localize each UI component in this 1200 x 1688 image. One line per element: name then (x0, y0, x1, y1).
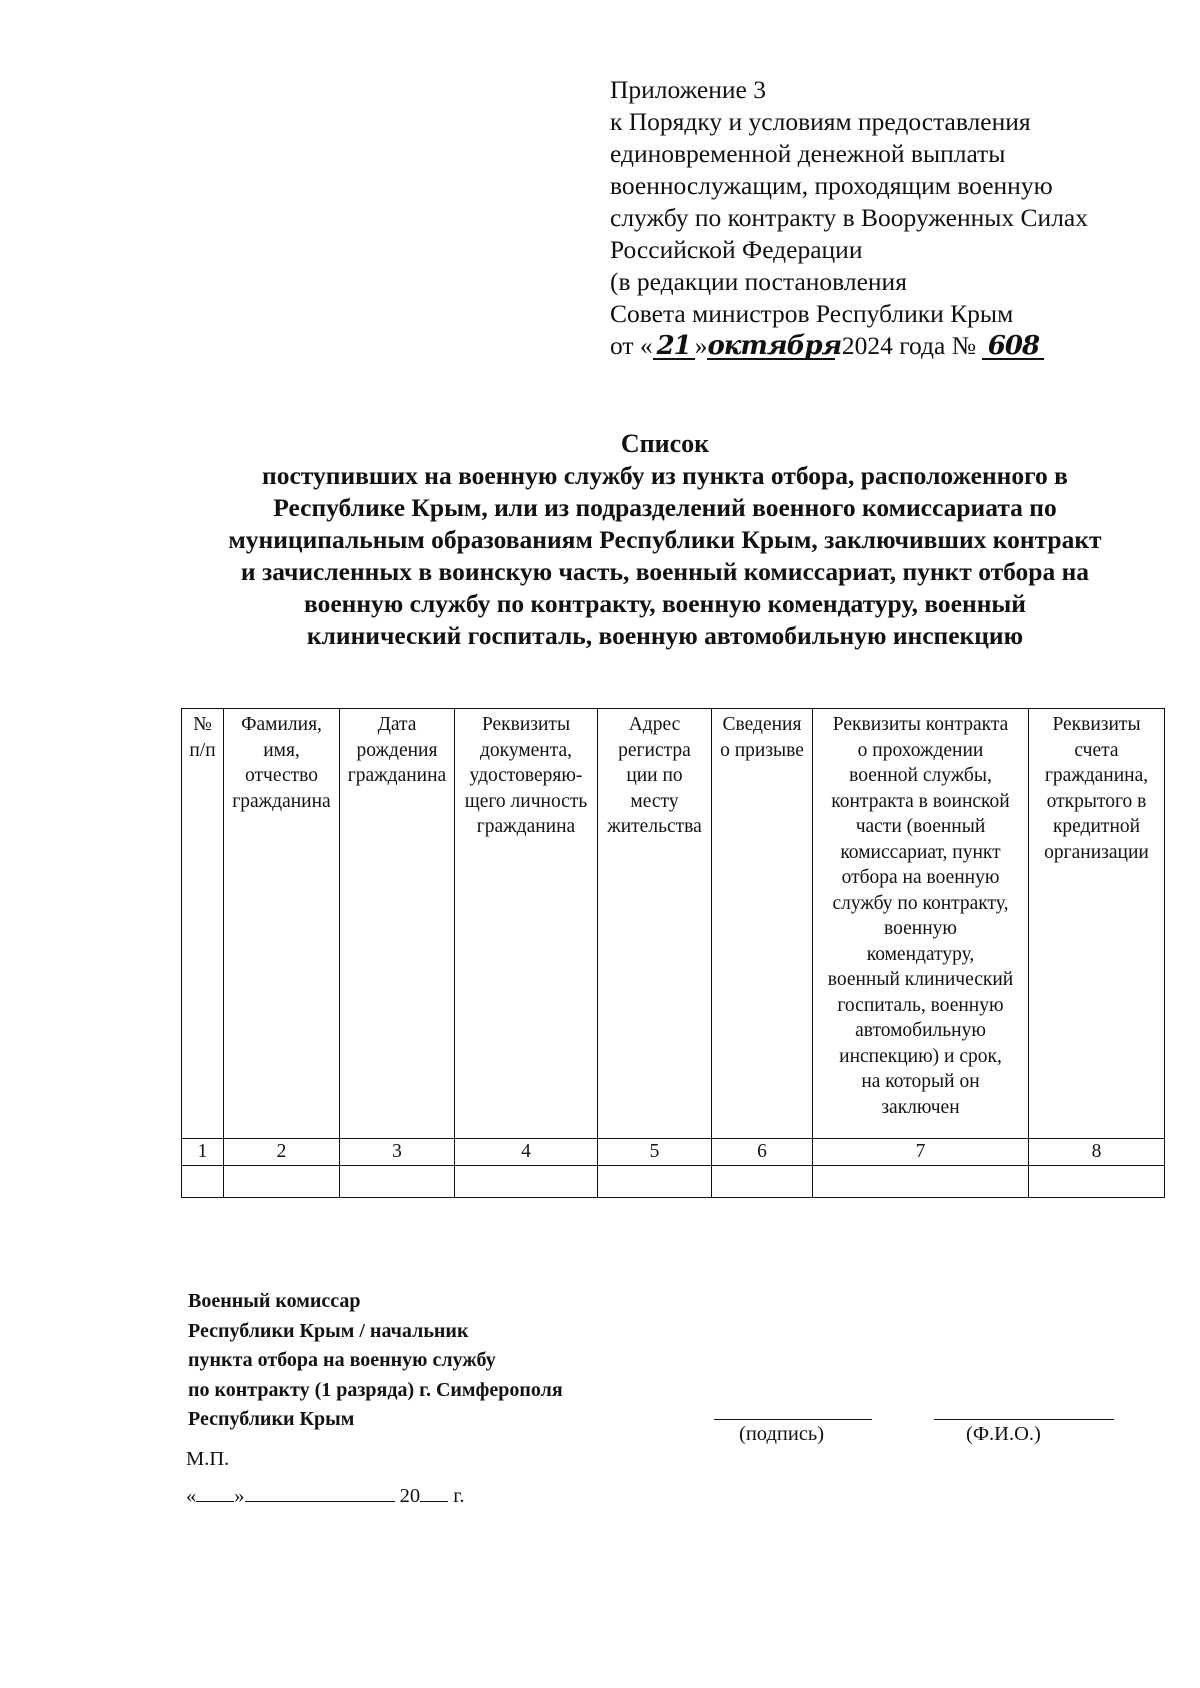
column-header-line: инспекцию) и срок, (839, 1045, 1002, 1067)
appendix-line: Российской Федерации (610, 235, 863, 264)
day-blank (196, 1483, 234, 1502)
appendix-line: службу по контракту в Вооруженных Силах (610, 203, 1088, 232)
table-cell (340, 1165, 455, 1197)
stamp-label: М.П. (186, 1448, 230, 1470)
recruits-table (181, 708, 1165, 1198)
name-label: (Ф.И.О.) (966, 1423, 1041, 1445)
column-header-line: Реквизиты (481, 714, 571, 735)
column-header-line: отбора на военную (841, 867, 1000, 888)
table-cell (224, 1165, 340, 1197)
column-header (598, 709, 712, 1139)
year-prefix: 20 (399, 1485, 421, 1507)
column-header-line: ции по (626, 765, 683, 786)
appendix-line: (в редакции постановления (610, 267, 907, 296)
table-number-row (182, 1139, 1165, 1166)
date-fill-line (186, 1483, 464, 1508)
title-line: поступивших на военную службу из пункта отбора, расположенного в (262, 461, 1068, 490)
column-header-line: комиссариат, пункт (840, 841, 1001, 863)
resolution-date-line (610, 330, 1170, 362)
signer-line: Республики Крым / начальник (188, 1319, 469, 1342)
table-cell (455, 1165, 598, 1197)
signer-line: Республики Крым (188, 1408, 355, 1430)
signer-line: по контракту (1 разряда) г. Симферополя (188, 1378, 563, 1401)
column-number: 1 (182, 1139, 224, 1166)
column-header-line: рождения (356, 739, 438, 761)
column-header-line: имя, (263, 739, 300, 761)
handwritten-number: 608 (982, 334, 1044, 360)
column-header (455, 709, 598, 1139)
column-header-line: Реквизиты (1052, 714, 1141, 735)
column-header-line: Дата (377, 714, 417, 735)
date-prefix: от « (610, 331, 653, 360)
table-cell (712, 1165, 813, 1197)
table-cell (598, 1165, 712, 1197)
column-header-line: организации (1044, 841, 1149, 863)
date-quote-close: » (694, 331, 708, 360)
column-number: 3 (340, 1139, 455, 1166)
column-header-line: открытого в (1046, 790, 1147, 812)
table-cell (182, 1165, 224, 1197)
column-header-line: военный клинический (827, 969, 1014, 990)
title-line: Республике Крым, или из подразделений военного комиссариата по (273, 493, 1057, 522)
signature-line (714, 1419, 872, 1420)
appendix-line: военнослужащим, проходящим военную (610, 171, 1053, 200)
column-header-line: отчество (245, 765, 318, 786)
year-text: 2024 года № (841, 331, 977, 360)
column-header (340, 709, 455, 1139)
table-empty-row (182, 1165, 1165, 1197)
handwritten-month: октября (707, 331, 842, 361)
year-suffix: г. (453, 1485, 465, 1507)
column-header-line: Реквизиты контракта (832, 714, 1009, 735)
appendix-line: Совета министров Республики Крым (610, 299, 1014, 328)
name-line (934, 1419, 1114, 1420)
signature-label: (подпись) (739, 1423, 825, 1445)
column-header-line: счета (1074, 739, 1119, 761)
column-header-line: контракта в воинской (831, 790, 1010, 812)
column-header-line: комендатуру, (866, 943, 975, 965)
column-header-line: гражданина (476, 816, 576, 837)
column-header-line: № (193, 714, 212, 735)
column-header-line: жительства (607, 816, 702, 837)
column-header-line: гражданина, (1044, 765, 1149, 786)
column-header-line: щего личность (464, 790, 588, 812)
column-header (813, 709, 1029, 1139)
date-quote-open: « (186, 1485, 197, 1507)
document-title (140, 428, 1190, 652)
column-header-line: документа, (479, 739, 573, 761)
column-header-line: автомобильную (855, 1020, 986, 1041)
title-line: военную службу по контракту, военную комендатуру, военный (303, 589, 1026, 618)
table-header-row (182, 709, 1165, 1139)
column-number: 2 (224, 1139, 340, 1166)
title-heading: Список (620, 429, 710, 458)
column-header (712, 709, 813, 1139)
appendix-block (610, 74, 1170, 362)
column-number: 7 (813, 1139, 1029, 1166)
column-header-line: гражданина (232, 790, 331, 812)
column-header (1029, 709, 1165, 1139)
column-header-line: военную (884, 918, 957, 939)
appendix-line: Приложение 3 (610, 75, 766, 104)
appendix-line: единовременной денежной выплаты (610, 139, 1006, 168)
column-header-line: военной службы, (849, 765, 992, 786)
title-line: муниципальным образованиям Республики Крым, заключивших контракт (228, 525, 1102, 554)
column-header-line: о прохождении (857, 739, 984, 761)
table-cell (1029, 1165, 1165, 1197)
table-cell (813, 1165, 1029, 1197)
column-header-line: Фамилия, (241, 714, 322, 735)
title-line: и зачисленных в воинскую часть, военный комиссариат, пункт отбора на (240, 557, 1090, 586)
column-header-line: кредитной (1052, 816, 1141, 837)
column-header-line: Сведения (722, 714, 802, 735)
title-line: клинический госпиталь, военную автомобильную инспекцию (306, 621, 1024, 650)
signer-line: Военный комиссар (188, 1290, 361, 1312)
column-header-line: удостоверяю- (469, 765, 583, 786)
month-blank (245, 1483, 395, 1502)
column-header-line: гражданина (347, 765, 447, 786)
column-header-line: п/п (189, 739, 216, 761)
column-header (182, 709, 224, 1139)
column-header (224, 709, 340, 1139)
column-header-line: регистра (618, 739, 691, 761)
column-header-line: о призыве (720, 739, 804, 761)
column-header-line: на который он (861, 1071, 980, 1092)
column-header-line: госпиталь, военную (837, 994, 1004, 1016)
column-header-line: службу по контракту, (832, 892, 1009, 914)
column-number: 4 (455, 1139, 598, 1166)
column-number: 8 (1029, 1139, 1165, 1166)
signer-block (188, 1287, 563, 1435)
column-number: 6 (712, 1139, 813, 1166)
handwritten-day: 21 (653, 334, 695, 360)
column-header-line: месту (630, 790, 679, 812)
signer-line: пункта отбора на военную службу (188, 1349, 496, 1371)
column-header-line: части (военный (855, 816, 986, 837)
date-quote-close: » (234, 1485, 245, 1507)
column-number: 5 (598, 1139, 712, 1166)
appendix-line: к Порядку и условиям предоставления (610, 107, 1031, 136)
year-blank (420, 1483, 448, 1502)
column-header-line: заключен (881, 1096, 960, 1118)
column-header-line: Адрес (628, 714, 681, 735)
